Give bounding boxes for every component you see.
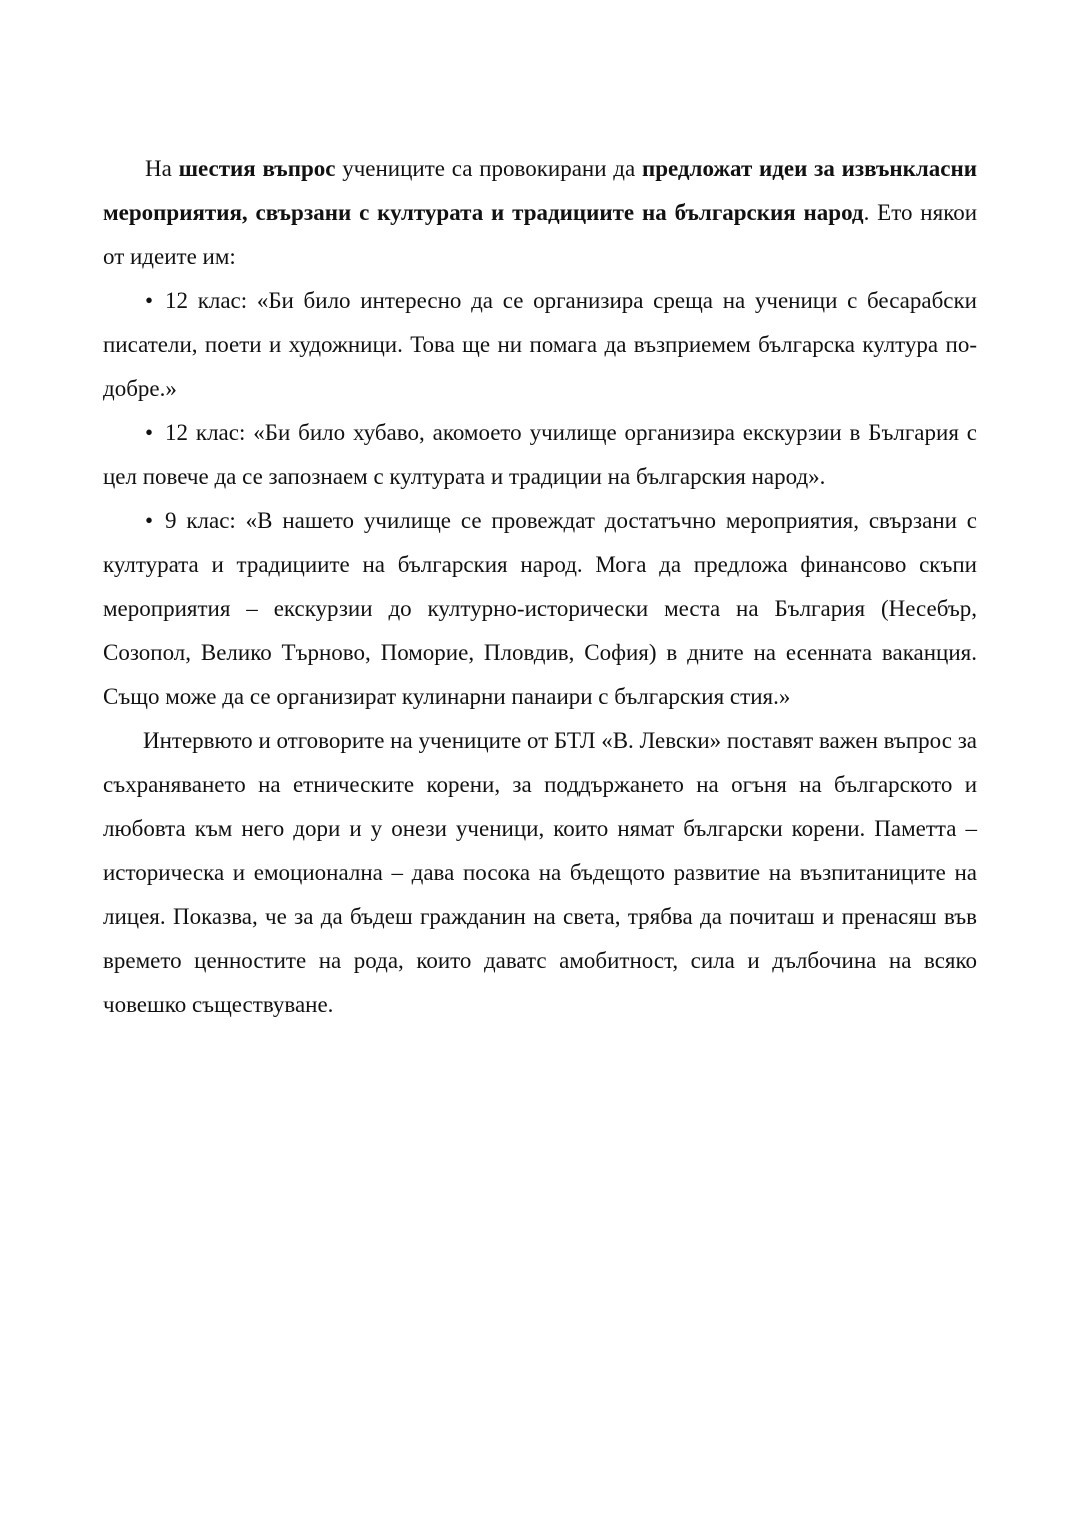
intro-paragraph	[103, 147, 977, 279]
bullet-icon: •	[145, 420, 154, 445]
bullet-icon: •	[145, 508, 154, 533]
list-item	[103, 499, 977, 719]
list-item-text: 12 клас: «Би било интересно да се организира среща на ученици с бесарабски писатели, поети и художници. Това ще ни помага да възприемем българска култура по-добре.»	[103, 288, 977, 401]
bullet-icon: •	[145, 288, 154, 313]
intro-text-2: учениците са провокирани да	[335, 156, 642, 181]
intro-bold-ideas: предложат идеи за извънкласни мероприятия, свързани с културата и традициите на българския народ	[103, 156, 977, 225]
list-item-text: 9 клас: «В нашето училище се провеждат достатъчно мероприятия, свързани с културата и традициите на българския народ. Мога да предложа финансово скъпи мероприятия – екскурзии до културно-исторически места на България (Несебър, Созопол, Велико Търново, Поморие, Пловдив, София) в дните на есенната ваканция. Също може да се организират кулинарни панаири с българския стия.»	[103, 508, 977, 709]
intro-text-3: . Ето някои от идеите им:	[103, 200, 978, 269]
list-item-text: 12 клас: «Би било хубаво, акомоето училище организира екскурзии в България с цел повече да се запознаем с културата и традиции на българския народ».	[103, 420, 977, 489]
closing-paragraph: Интервюто и отговорите на учениците от БТЛ «В. Левски» поставят важен въпрос за съхраняването на етническите корени, за поддържането на огъня на българското и любовта към него дори и у онези ученици, които нямат български корени. Паметта – историческа и емоционална – дава посока на бъдещото развитие на възпитаниците на лицея. Показва, че за да бъдеш гражданин на света, трябва да почиташ и пренасяш във времето ценностите на рода, които даватс амобитност, сила и дълбочина на всяко човешко съществуване.	[103, 728, 977, 1017]
intro-bold-question: шестия въпрос	[178, 156, 336, 181]
document-body	[103, 147, 977, 1027]
list-item	[103, 279, 977, 411]
list-item	[103, 411, 977, 499]
intro-text-1: На	[145, 156, 179, 181]
